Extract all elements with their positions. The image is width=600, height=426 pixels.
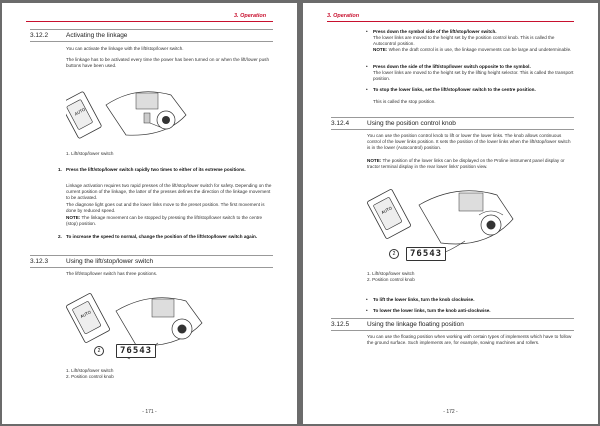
figure-caption-1: 1. Lift/stop/lower switch xyxy=(367,271,415,276)
section-tag: 3. Operation xyxy=(327,13,360,19)
bullet-body: The lower links are moved to the height set by the lifting height selector. This is called the transport position. xyxy=(373,70,574,81)
figure-caption-1: 1. Lift/stop/lower switch xyxy=(66,368,114,373)
note-body: The linkage movement can be stopped by pressing the lift/stop/lower switch to the centre (stop) position. xyxy=(66,215,263,226)
bullet-item: • Press down the symbol side of the lift/stop/lower switch. xyxy=(373,29,574,35)
section-heading xyxy=(331,318,574,331)
step-number: 1. xyxy=(58,167,62,172)
note-text: The linkage has to be activated every time the power has been turned on or when the lift/lower push buttons have been used. xyxy=(66,57,270,68)
svg-text:AUTO: AUTO xyxy=(73,106,87,117)
callout-2: 2 xyxy=(94,346,104,356)
note-label: NOTE: xyxy=(373,47,388,52)
step-body: Linkage activation requires two rapid presses of the lift/stop/lower switch for safety. Depending on the current position of the linkage, the latter of the presses defines the direction of the linkage movement to be activated. xyxy=(66,183,272,200)
section-title: Using the position control knob xyxy=(367,120,456,127)
step-text: To increase the speed to normal, change the position of the lift/stop/lower switch again. xyxy=(66,234,258,239)
note-paragraph xyxy=(367,158,574,170)
position-display: 76543 xyxy=(406,247,446,261)
section-title: Using the linkage floating position xyxy=(367,321,464,328)
bullet-item: • Press down the side of the lift/stop/lower switch opposite to the symbol. xyxy=(373,64,574,70)
left-page xyxy=(2,3,297,424)
note-body: When the draft control is in use, the linkage movements can be large and undeterminable. xyxy=(388,47,572,52)
step-text: Press the lift/stop/lower switch rapidly two times to either of its extreme positions. xyxy=(66,167,246,172)
header-rule xyxy=(327,21,574,22)
header-rule xyxy=(26,21,273,22)
note-label: NOTE: xyxy=(367,158,382,163)
section-title: Using the lift/stop/lower switch xyxy=(66,258,154,265)
figure-caption: 1. Lift/stop/lower switch xyxy=(66,151,114,156)
section-tag: 3. Operation xyxy=(234,13,267,19)
lift-switch-illustration xyxy=(66,75,196,143)
intro-text: You can use the floating position when working with certain types of implements which have to follow the ground surface. Such implements are, for example, sowing machines and rollers. xyxy=(367,334,572,345)
bullet-body: The lower links are moved to the height set by the position control knob. This is called the Autocontrol position. xyxy=(373,35,555,46)
section-title: Activating the linkage xyxy=(66,32,128,39)
bullet-item: • To lower the lower links, turn the knob anti-clockwise. xyxy=(373,308,574,314)
bullet-item: • To stop the lower links, set the lift/stop/lower switch to the centre position. xyxy=(373,87,574,93)
position-display: 76543 xyxy=(116,344,156,358)
svg-text:AUTO: AUTO xyxy=(380,205,393,216)
page-number: - 171 - xyxy=(142,409,157,415)
step-number: 2. xyxy=(58,234,62,239)
page-number: - 172 - xyxy=(443,409,458,415)
step-2 xyxy=(58,234,273,240)
intro-text: You can activate the linkage with the lift/stop/lower switch. xyxy=(66,46,184,51)
step-1 xyxy=(58,167,273,173)
section-heading xyxy=(331,117,574,130)
note-label: NOTE: xyxy=(66,215,81,220)
figure-caption-2: 2. Position control knob xyxy=(367,277,415,282)
bullet-item: • To lift the lower links, turn the knob clockwise. xyxy=(373,297,574,303)
callout-2: 2 xyxy=(389,249,399,259)
bullet-body: This is called the stop position. xyxy=(373,99,436,104)
section-heading xyxy=(30,255,273,268)
section-heading xyxy=(30,29,273,42)
bullet-note xyxy=(373,47,574,53)
note-paragraph xyxy=(66,215,273,227)
section-number: 3.12.4 xyxy=(331,120,350,127)
section-number: 3.12.5 xyxy=(331,321,350,328)
step-body-2: The diagnose light goes out and the lower links move to the preset position. The first movement is done by reduced speed. xyxy=(66,202,265,213)
right-page xyxy=(303,3,598,424)
section-number: 3.12.3 xyxy=(30,258,49,265)
note-body: The position of the lower links can be displayed on the Proline instrument panel display or tractor terminal display in the rear lower links' position view. xyxy=(367,158,565,169)
section-number: 3.12.2 xyxy=(30,32,49,39)
figure-caption-2: 2. Position control knob xyxy=(66,374,114,379)
intro-text: The lift/stop/lower switch has three positions. xyxy=(66,271,158,276)
intro-text: You can use the position control knob to lift or lower the lower links. The knob allows continuous control of the lower links position. It sets the position of the lower links when the lift/stop/lower switch is in the lower (Autocontrol) position. xyxy=(367,133,571,150)
svg-text:AUTO: AUTO xyxy=(79,309,92,320)
